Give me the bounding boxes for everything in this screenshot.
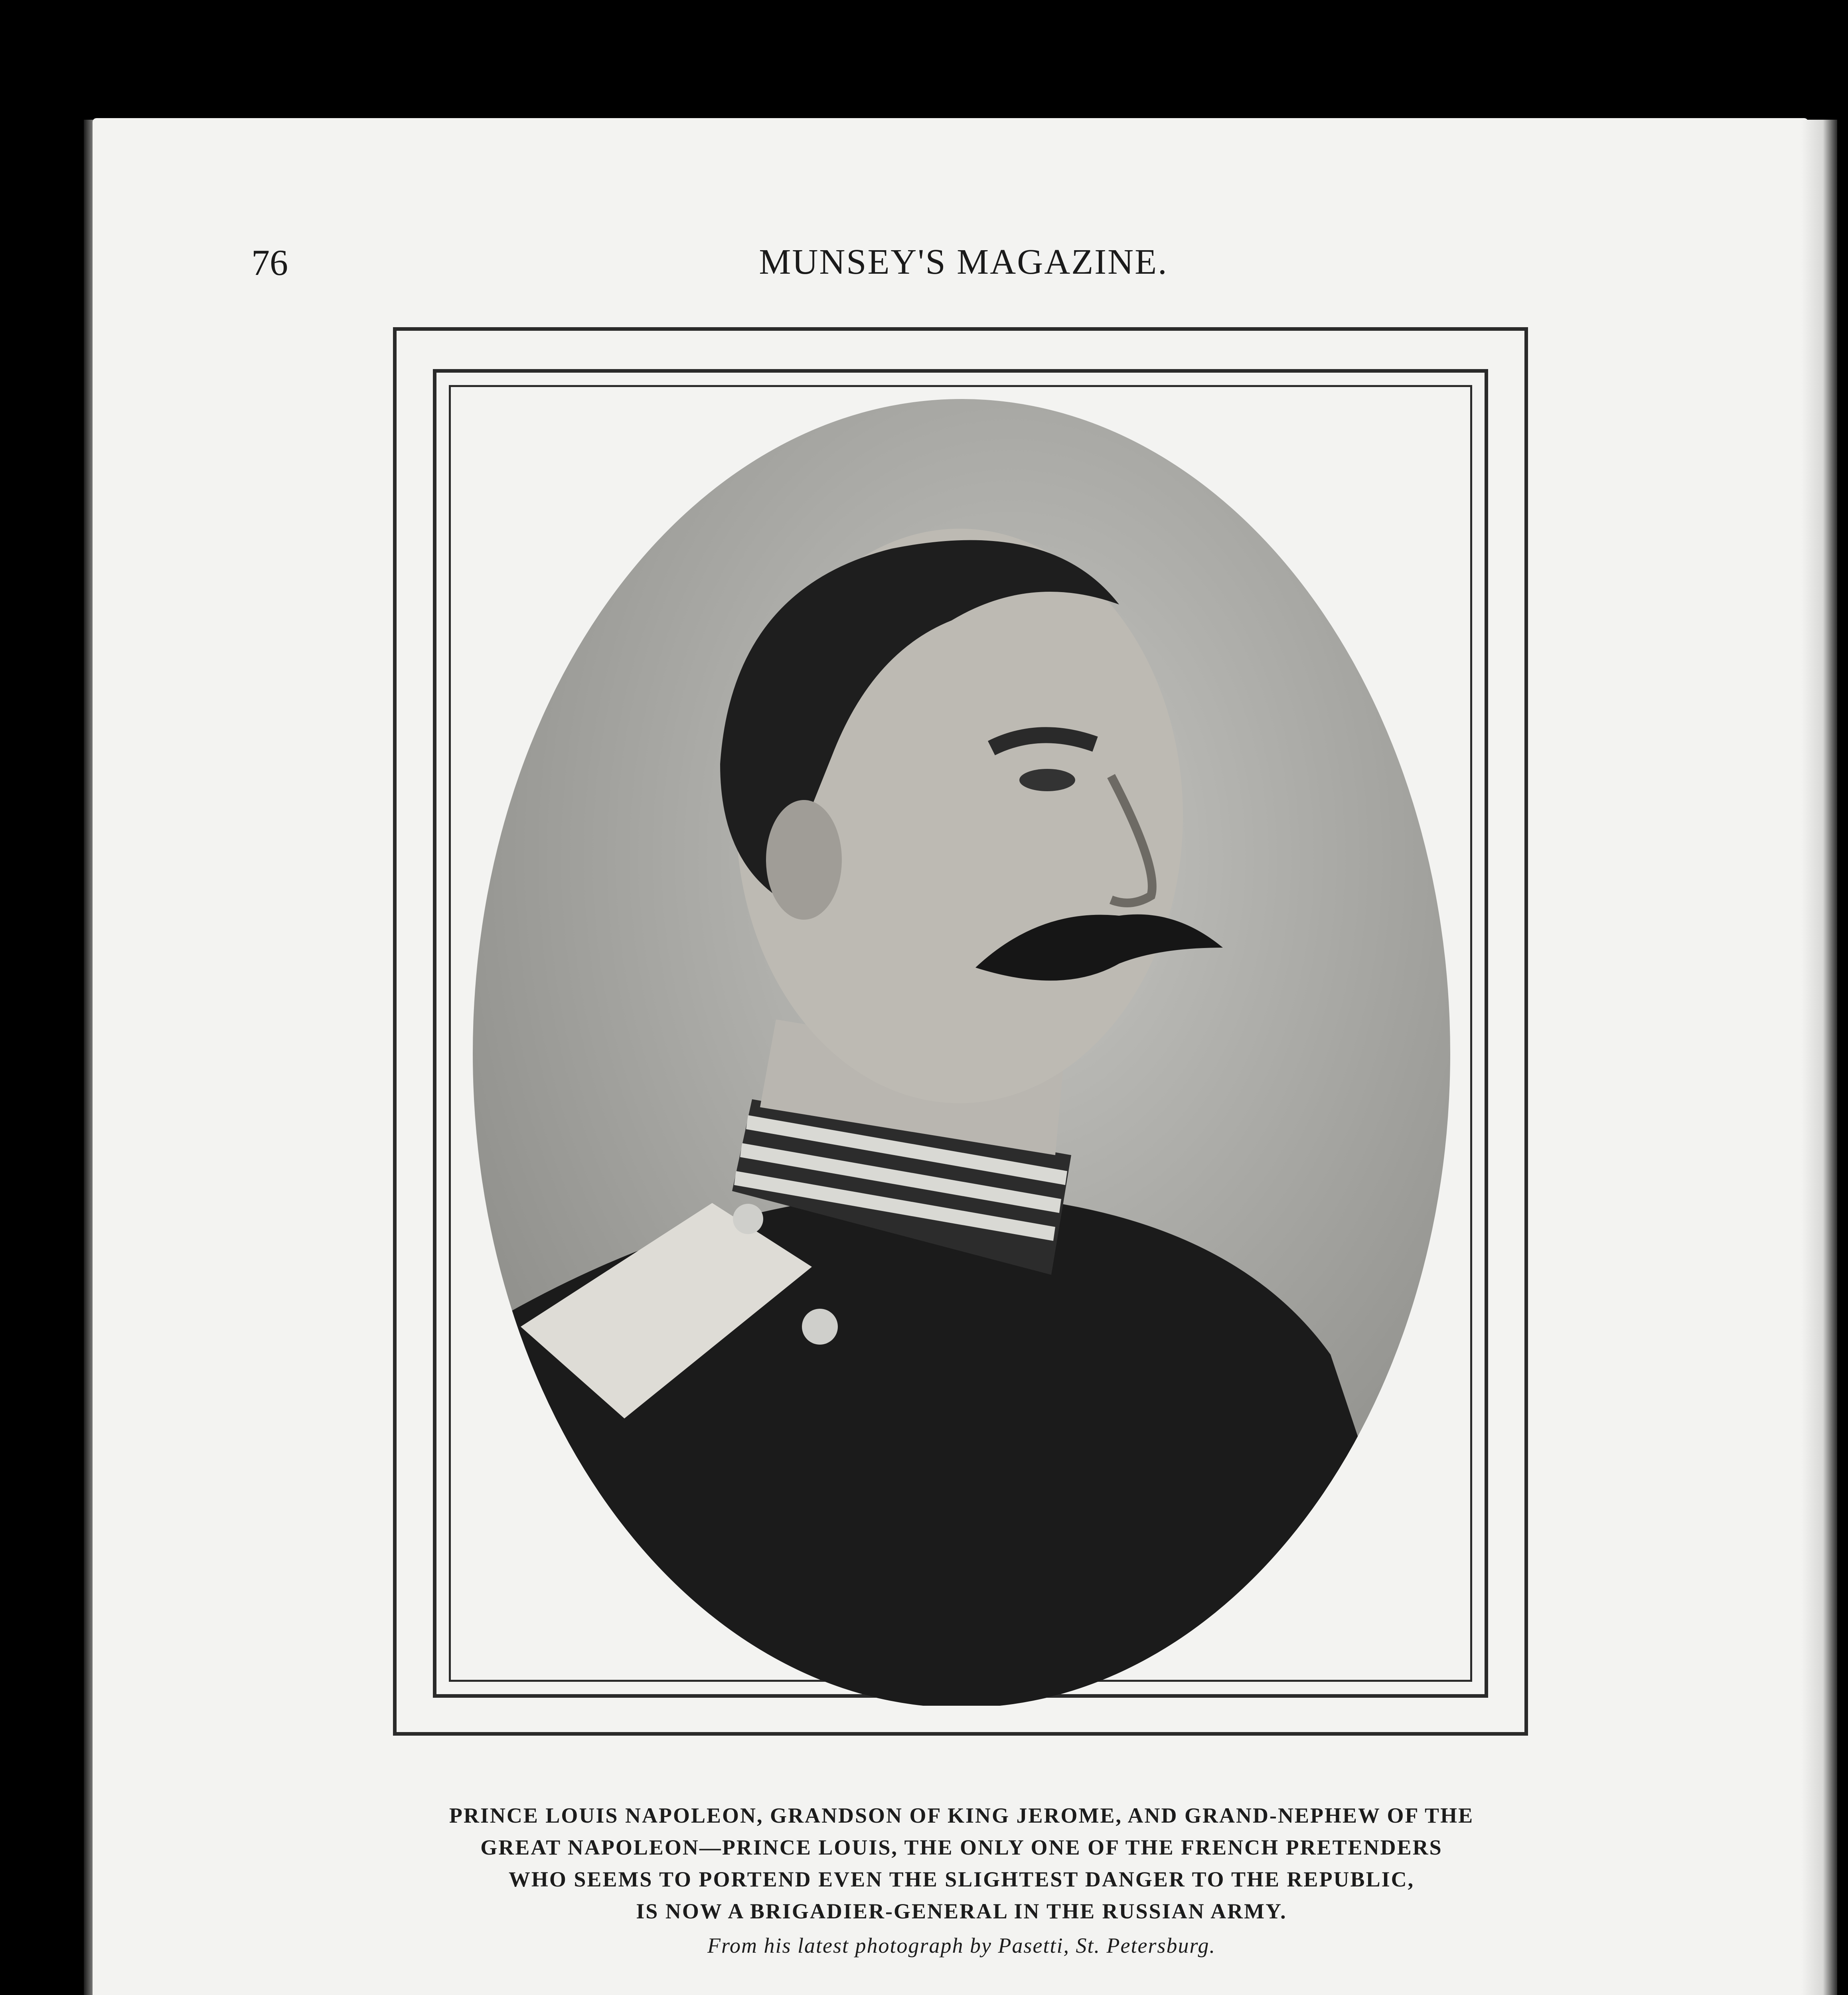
running-head: MUNSEY'S MAGAZINE. — [759, 242, 1168, 282]
caption-line: WHO SEEMS TO PORTEND EVEN THE SLIGHTEST DANGER TO THE REPUBLIC, — [508, 1867, 1415, 1891]
caption-line: PRINCE LOUIS NAPOLEON, GRANDSON OF KING JEROME, AND GRAND-NEPHEW OF THE — [449, 1803, 1474, 1827]
plate-caption — [367, 1799, 1556, 1927]
caption-line: GREAT NAPOLEON—PRINCE LOUIS, THE ONLY ONE OF THE FRENCH PRETENDERS — [480, 1835, 1443, 1859]
caption-line: IS NOW A BRIGADIER-GENERAL IN THE RUSSIAN ARMY. — [636, 1899, 1287, 1923]
portrait-photograph — [473, 397, 1450, 1706]
page-number: 76 — [251, 242, 288, 283]
page-gutter — [1801, 120, 1837, 1995]
photo-credit: From his latest photograph by Pasetti, St. Petersburg. — [707, 1934, 1216, 1957]
